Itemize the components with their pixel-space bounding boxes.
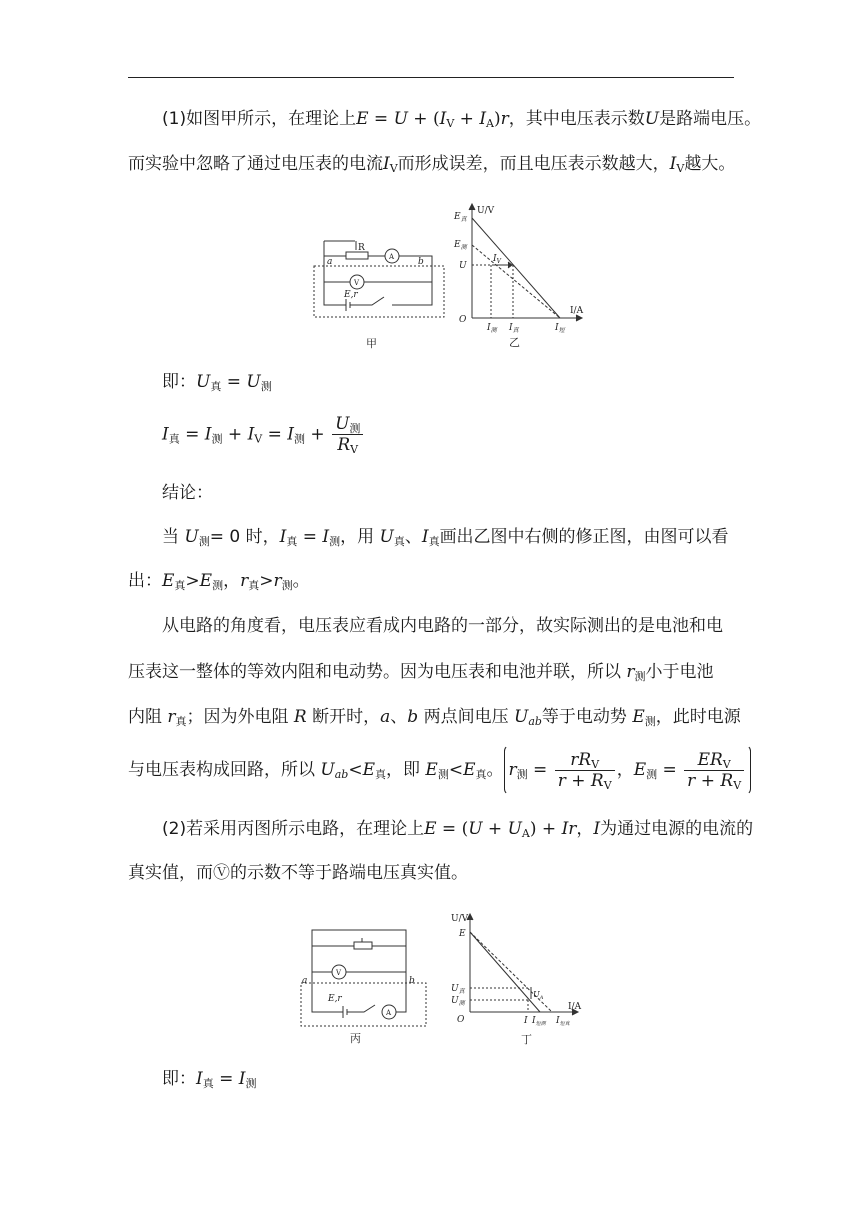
- axis-y-label: U/V: [477, 206, 495, 216]
- graph-ding: [467, 914, 578, 1015]
- eq2-line: $I_真 = I_测 + I_V = I_测$ + $\frac{U_测}{R_V}$: [128, 414, 768, 455]
- E-label-2: E: [459, 929, 466, 939]
- caption-jia: 甲: [366, 337, 377, 350]
- para2-line2: 出：$E_真>E_测$，$r_真>r_测$。: [128, 571, 310, 592]
- origin-label-2: O: [457, 1015, 465, 1025]
- axis-x-label: I/A: [570, 306, 584, 316]
- graph-yi: [469, 204, 582, 321]
- header-rule: [128, 77, 734, 78]
- U-label: U: [459, 261, 467, 271]
- para1-line1: (1)如图甲所示，在理论上$E = U + (I_V + I_A)r$，其中电压表示数U是路端电压。: [162, 109, 762, 130]
- U-meas-label-2: $U_测$: [451, 996, 465, 1007]
- label-a: a: [327, 257, 333, 267]
- caption-yi: 乙: [509, 336, 520, 349]
- axis-y-label-2: U/V: [451, 914, 469, 924]
- label-b2: b: [409, 976, 415, 986]
- label-A: A: [389, 253, 395, 261]
- circuit-jia: [314, 241, 444, 317]
- IV-label: $I_V$: [493, 254, 501, 265]
- I-short-true-label-2: $I_{短真}$: [556, 1016, 570, 1027]
- axis-x-label-2: I/A: [568, 1002, 582, 1012]
- label-V: V: [354, 279, 360, 287]
- circuit-bing: [301, 930, 426, 1026]
- label-A2: A: [386, 1009, 392, 1017]
- para3-line2: 压表这一整体的等效内阻和电动势。因为电压表和电池并联，所以 $r_测$小于电池: [128, 662, 714, 683]
- label-Er: E,r: [344, 290, 358, 300]
- fraction-U-over-RV: $\frac{U_测}{R_V}$: [332, 414, 363, 455]
- I-true-label: $I_真$: [509, 323, 519, 334]
- figure-1: [300, 200, 600, 352]
- para2-line1: 当 $U_测= 0$ 时，$I_真 = I_测$，用 $U_真$、$I_真$画出乙图中右侧的修正图，由图可以看: [162, 527, 729, 548]
- para4-line2: 真实值，而Ⓥ的示数不等于路端电压真实值。: [128, 863, 468, 883]
- label-Er2: E,r: [328, 994, 342, 1004]
- para3-line4: 与电压表构成回路，所以 $U_{ab}<E_真$，即 $E_测<E_真$。 $r_测$ = $\frac{rR_V}{r + R_V}$ ，$E_测$ = $\frac{ER_V}{r + R_V}$: [128, 745, 734, 795]
- figure-2: [290, 908, 600, 1050]
- para4-line1: (2)若采用丙图所示电路，在理论上$E = (U + U_A) + Ir$，I为通过电源的电流的: [162, 819, 754, 840]
- UA-label-2: $U_A$: [533, 990, 544, 1001]
- para3-line1: 从电路的角度看，电压表应看成内电路的一部分，故实际测出的是电池和电: [162, 616, 723, 636]
- E-true-label: $E_真$: [454, 212, 467, 223]
- E-meas-label: $E_测$: [454, 240, 467, 251]
- I-meas-label: $I_测$: [487, 323, 497, 334]
- label-a2: a: [302, 976, 308, 986]
- para3-line3: 内阻 $r_真$；因为外电阻 R 断开时，a、b 两点间电压 $U_{ab}$等于电动势 $E_测$，此时电源: [128, 707, 741, 728]
- para1-line2: 而实验中忽略了通过电压表的电流$I_V$而形成误差，而且电压表示数越大，$I_V$越大。: [128, 154, 736, 175]
- caption-bing: 丙: [350, 1032, 361, 1045]
- label-R: R: [358, 243, 365, 253]
- eq1-line: 即：$U_真 = U_测$: [162, 372, 272, 393]
- conclusion-heading: 结论：: [162, 483, 213, 503]
- label-b: b: [418, 257, 424, 267]
- caption-ding: 丁: [521, 1033, 532, 1046]
- I-short-label: $I_短$: [555, 323, 565, 334]
- eq-last-line: 即：$I_真 = I_测$: [162, 1069, 257, 1090]
- I-short-meas-label-2: $I_{短测}$: [532, 1016, 546, 1027]
- formula-group: $r_测$ = $\frac{rR_V}{r + R_V}$ ，$E_测$ = $\frac{ER_V}{r + R_V}$: [504, 745, 752, 795]
- I-label-2: I: [524, 1016, 528, 1026]
- label-V2: V: [336, 969, 342, 977]
- origin-label: O: [459, 315, 467, 325]
- U-true-label-2: $U_真$: [451, 984, 465, 995]
